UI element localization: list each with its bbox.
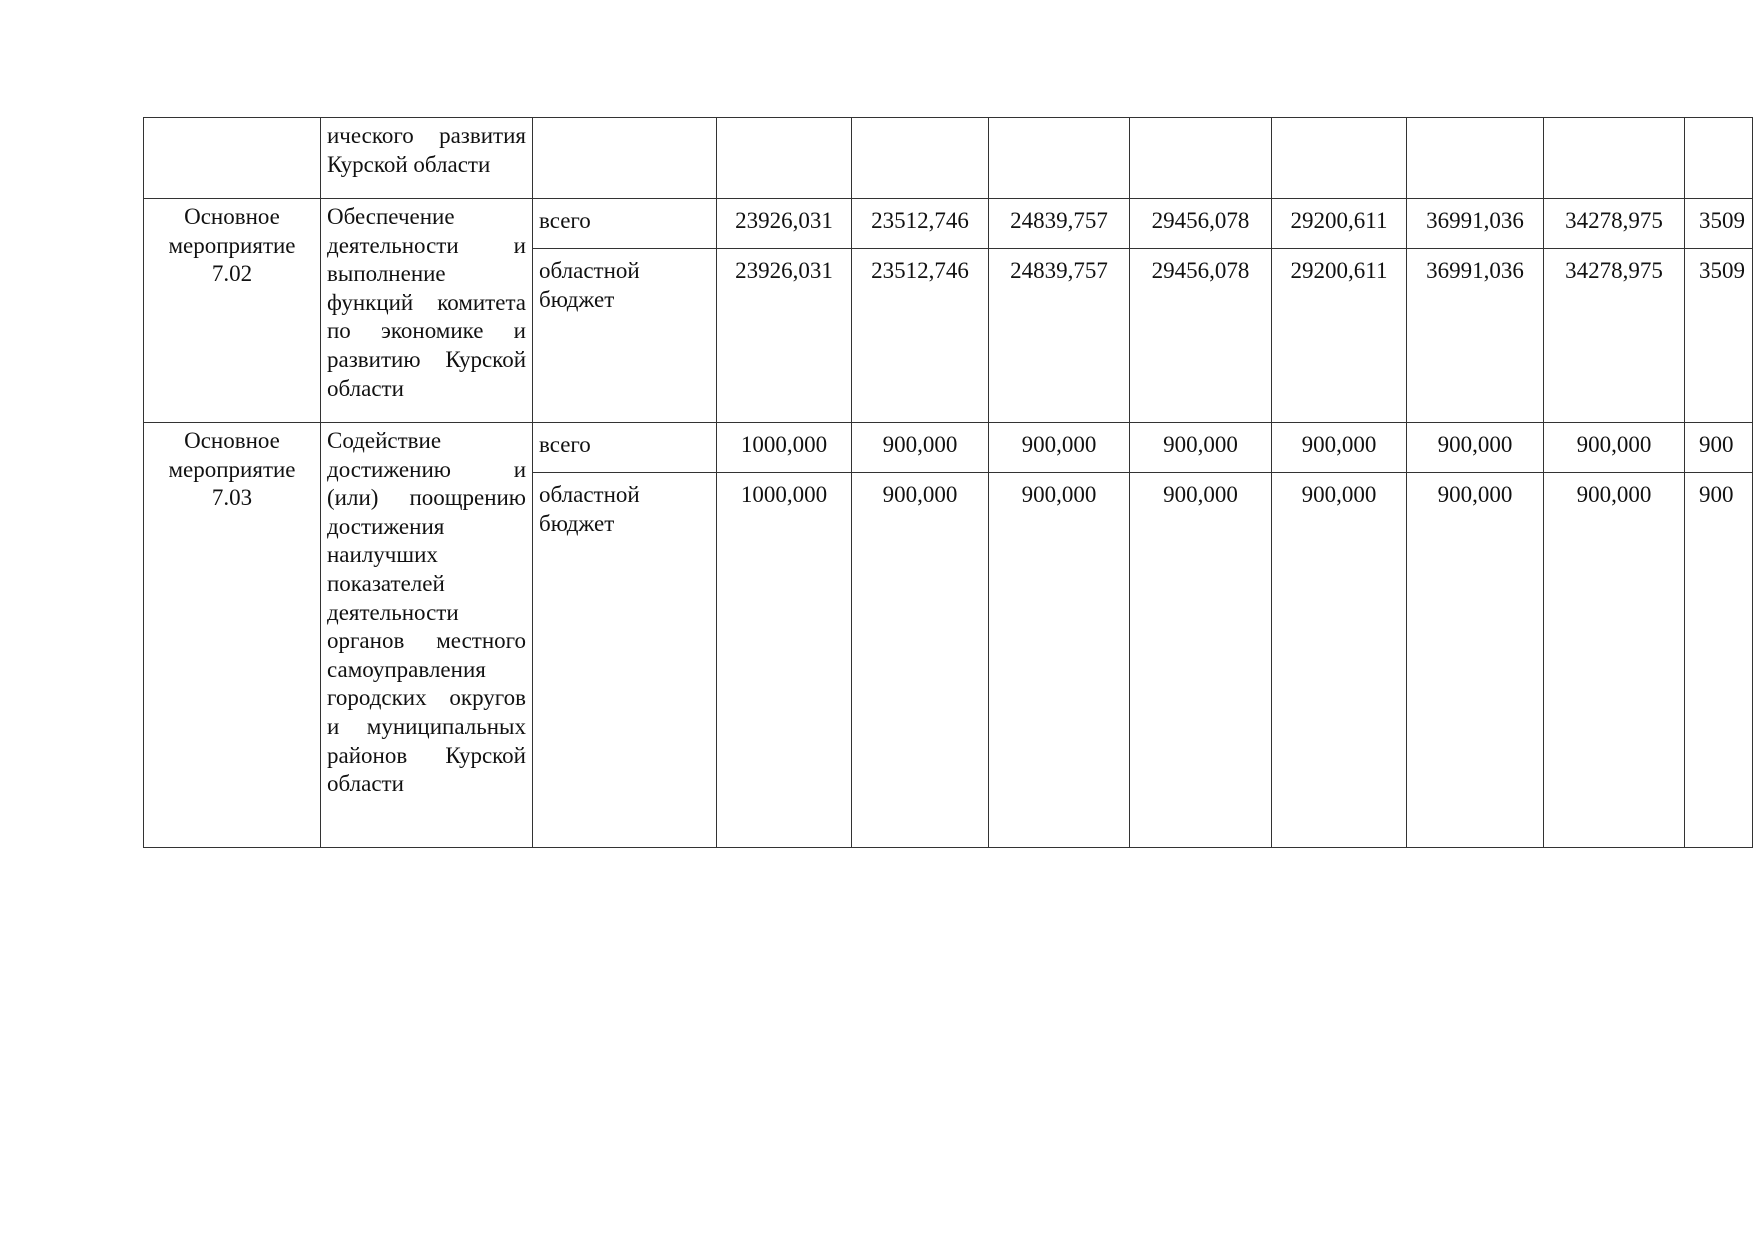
amount-cell: 24839,757: [989, 249, 1130, 423]
amount-cell: 23512,746: [852, 199, 989, 249]
amount-cell: 900,000: [852, 423, 989, 473]
amount-cell: 900,000: [852, 473, 989, 848]
amount-cell: 900,000: [1130, 423, 1272, 473]
event-name: Содействие достижению и (или) поощрению достижения наилучших показателей деятельности органов местного самоуправления городских округов и муниципальных районов Курской области: [321, 423, 533, 848]
amount-cell: 34278,975: [1544, 249, 1685, 423]
table-row: [144, 118, 1753, 199]
amount-cell: 34278,975: [1544, 199, 1685, 249]
amount-cell: 36991,036: [1407, 199, 1544, 249]
amount-cell: 900,000: [1544, 473, 1685, 848]
funding-source: областной бюджет: [533, 473, 717, 848]
program-name-continuation: ического развития Курской области: [321, 118, 533, 199]
amount-cell: 29200,611: [1272, 249, 1407, 423]
amount-cell: 900,000: [1130, 473, 1272, 848]
amount-cell: 900,000: [1407, 473, 1544, 848]
amount-cell: 1000,000: [717, 473, 852, 848]
budget-table: [143, 117, 1753, 848]
event-code: Основное мероприятие 7.03: [144, 423, 321, 848]
amount-cell: 36991,036: [1407, 249, 1544, 423]
amount-cell: 24839,757: [989, 199, 1130, 249]
funding-source: всего: [533, 423, 717, 473]
amount-cell: 900: [1685, 473, 1753, 848]
amount-cell: 23926,031: [717, 199, 852, 249]
amount-cell: 900,000: [989, 423, 1130, 473]
amount-cell: 900,000: [1272, 473, 1407, 848]
amount-cell: 1000,000: [717, 423, 852, 473]
event-code: Основное мероприятие 7.02: [144, 199, 321, 423]
amount-cell: 900,000: [1272, 423, 1407, 473]
amount-cell: 3509: [1685, 199, 1753, 249]
funding-source: всего: [533, 199, 717, 249]
funding-source: областной бюджет: [533, 249, 717, 423]
amount-cell: 900,000: [1407, 423, 1544, 473]
table-row: [144, 423, 1753, 473]
event-name: Обеспечение деятельности и выполнение функций комитета по экономике и развитию Курской области: [321, 199, 533, 423]
amount-cell: 900,000: [1544, 423, 1685, 473]
amount-cell: 23512,746: [852, 249, 989, 423]
amount-cell: 900: [1685, 423, 1753, 473]
amount-cell: 29200,611: [1272, 199, 1407, 249]
amount-cell: 3509: [1685, 249, 1753, 423]
amount-cell: 900,000: [989, 473, 1130, 848]
amount-cell: 29456,078: [1130, 249, 1272, 423]
amount-cell: 23926,031: [717, 249, 852, 423]
table-row: [144, 199, 1753, 249]
amount-cell: 29456,078: [1130, 199, 1272, 249]
